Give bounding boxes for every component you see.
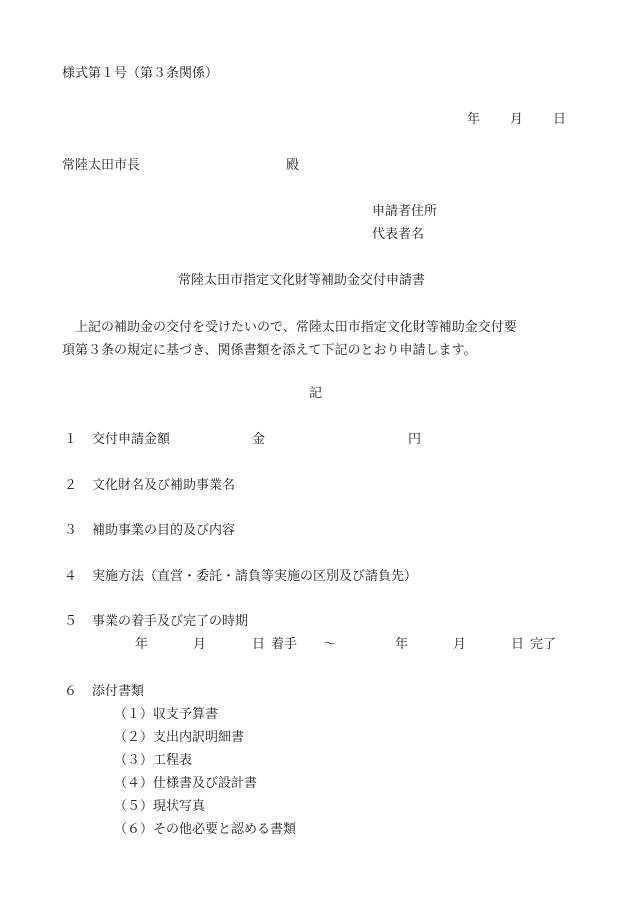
body-line-2: 項第３条の規定に基づき、関係書類を添えて下記のとおり申請します。	[62, 343, 477, 358]
item-6-number: ６	[64, 684, 78, 699]
period-separator: ～	[323, 637, 337, 652]
addressee-honorific: 殿	[286, 158, 300, 173]
item-3-label: 補助事業の目的及び内容	[92, 523, 236, 538]
item-4-label: 実施方法（直営・委託・請負等実施の区別及び請負先）	[92, 569, 418, 584]
item-6-label: 添付書類	[92, 684, 145, 699]
attachment-item: （４）仕様書及び設計書	[114, 776, 258, 791]
applicant-representative-label: 代表者名	[372, 227, 425, 242]
body-line-1: 上記の補助金の交付を受けたいので、常陸太田市指定文化財等補助金交付要	[75, 320, 517, 335]
attachment-item: （５）現状写真	[114, 799, 206, 814]
date-year-label: 年	[467, 112, 481, 127]
attachment-item: （６）その他必要と認める書類	[114, 822, 297, 837]
date-day-label: 日	[553, 112, 567, 127]
item-5-number: ５	[64, 614, 78, 629]
attachment-item: （２）支出内訳明細書	[114, 730, 245, 745]
form-number: 様式第１号（第３条関係）	[62, 66, 219, 81]
period-start-day: 日	[252, 637, 266, 652]
document-title: 常陸太田市指定文化財等補助金交付申請書	[178, 273, 426, 288]
item-1-number: １	[64, 432, 78, 447]
attachment-item: （３）工程表	[114, 753, 193, 768]
period-end-day: 日	[511, 637, 525, 652]
applicant-address-label: 申請者住所	[372, 204, 438, 219]
item-4-number: ４	[64, 569, 78, 584]
item-2-label: 文化財名及び補助事業名	[92, 478, 236, 493]
attachment-item: （１）収支予算書	[114, 707, 219, 722]
period-start-month: 月	[193, 637, 207, 652]
item-5-label: 事業の着手及び完了の時期	[92, 614, 249, 629]
note-label: 記	[309, 386, 323, 401]
period-end-month: 月	[453, 637, 467, 652]
period-end-year: 年	[395, 637, 409, 652]
period-start-label: 着手	[271, 637, 298, 652]
addressee-name: 常陸太田市長	[62, 158, 141, 173]
body-paragraph	[62, 316, 582, 362]
item-1-currency-prefix: 金	[252, 432, 266, 447]
item-1-currency-unit: 円	[408, 432, 422, 447]
period-start-year: 年	[135, 637, 149, 652]
item-1-label: 交付申請金額	[92, 432, 171, 447]
date-month-label: 月	[510, 112, 524, 127]
item-2-number: ２	[64, 478, 78, 493]
period-end-label: 完了	[530, 637, 557, 652]
item-3-number: ３	[64, 523, 78, 538]
